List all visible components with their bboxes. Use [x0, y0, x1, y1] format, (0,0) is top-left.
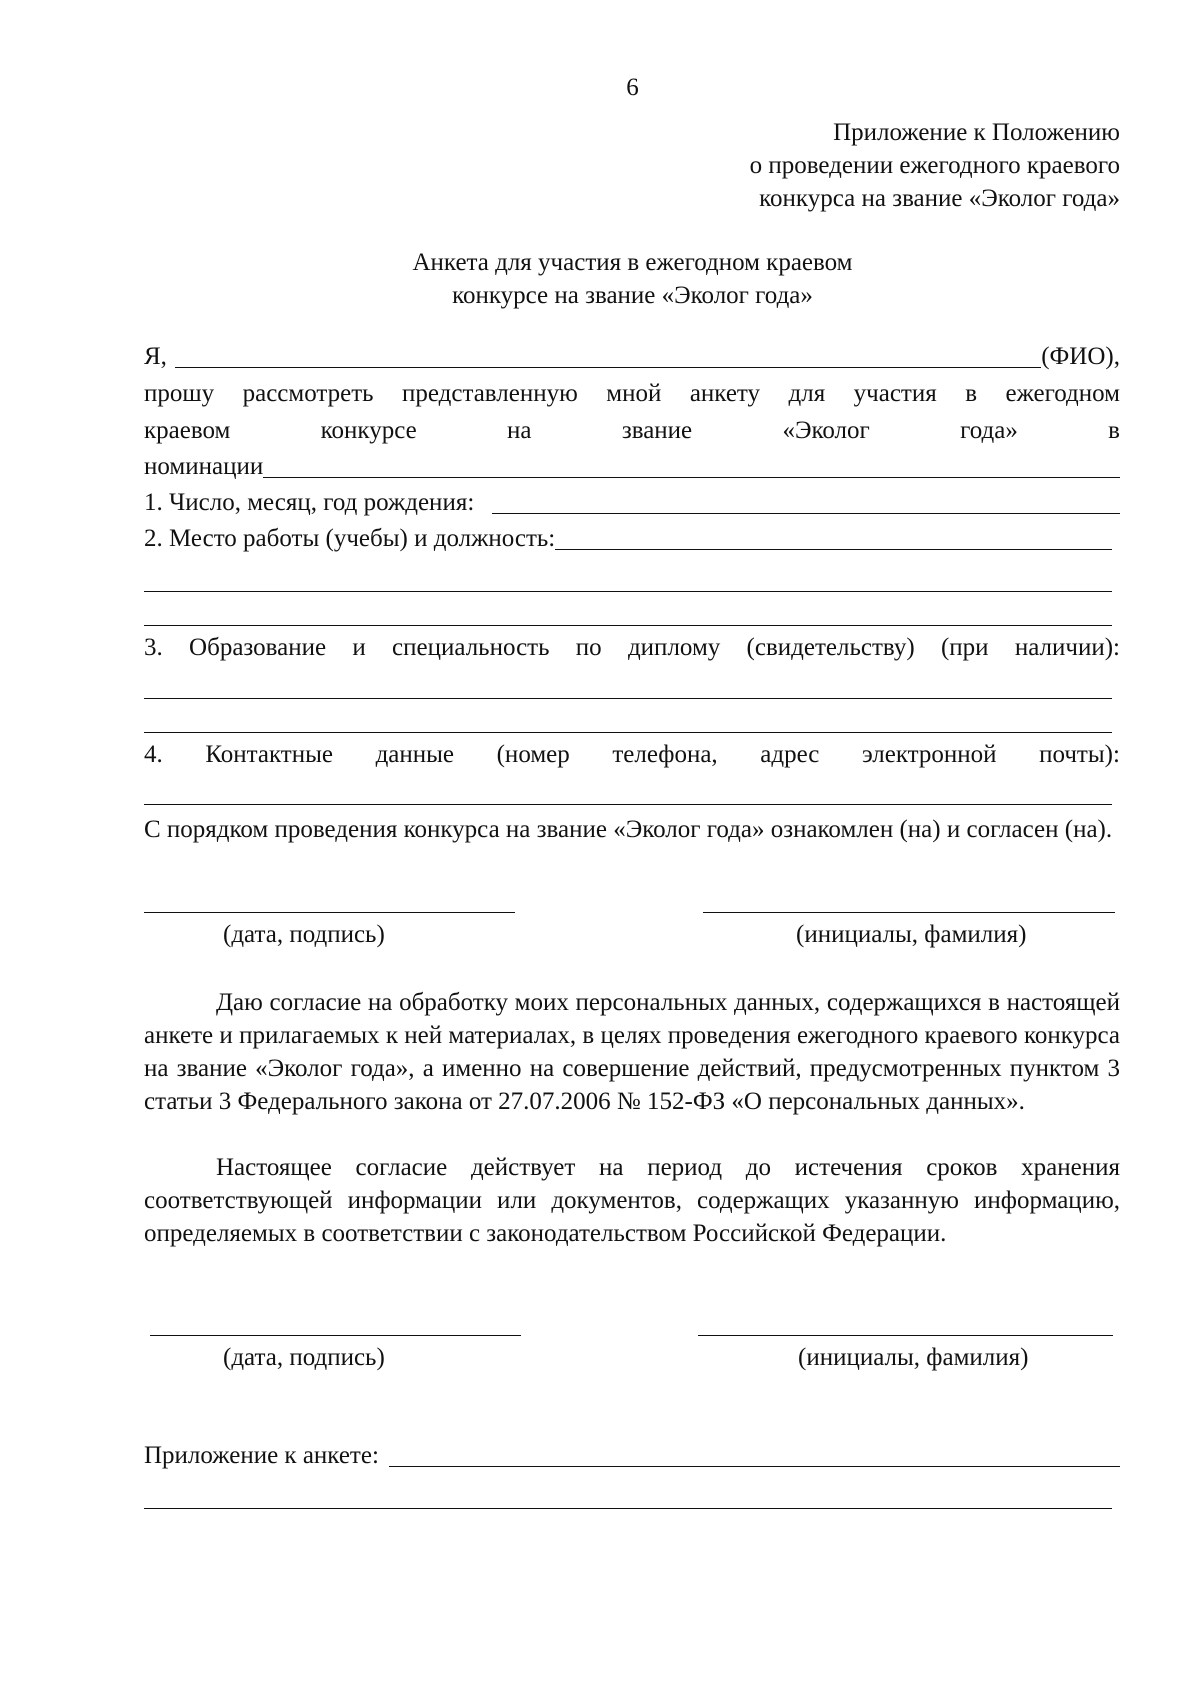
education-line [144, 633, 1120, 663]
appendix-header [750, 116, 1120, 215]
date-signature-label-1: (дата, подпись) [223, 921, 385, 948]
education-label: 3. Образование и специальность по диплому (свидетельству) (при наличии): [144, 634, 1120, 661]
workplace-label: 2. Место работы (учебы) и должность: [144, 525, 556, 552]
contacts-word-0: 4. [144, 741, 163, 768]
request-text: прошу рассмотреть представленную мной анкету для участия в ежегодном [144, 380, 1120, 407]
nomination-label: номинации [144, 453, 264, 480]
workplace-field-line-2[interactable] [144, 591, 1112, 592]
contest-word-0: краевом [144, 417, 231, 444]
appendix-line-1: Приложение к Положению [833, 119, 1120, 146]
contest-word-6: в [1108, 417, 1120, 444]
date-signature-label-2: (дата, подпись) [223, 1344, 385, 1371]
form-title [0, 246, 1200, 312]
attachment-label: Приложение к анкете: [144, 1442, 379, 1469]
attachment-line [144, 1441, 1120, 1471]
contacts-field[interactable] [144, 804, 1112, 805]
name-suffix: (ФИО), [1041, 343, 1120, 370]
birth-date-label: 1. Число, месяц, год рождения: [144, 489, 475, 516]
initials-surname-label-1: (инициалы, фамилия) [796, 921, 1027, 948]
contacts-word-3: (номер [496, 741, 570, 768]
date-signature-field-2[interactable] [150, 1335, 521, 1336]
request-line [144, 379, 1120, 409]
nomination-field[interactable] [263, 453, 1120, 478]
workplace-field[interactable] [555, 525, 1112, 550]
attachment-field[interactable] [389, 1442, 1120, 1467]
contest-word-1: конкурсе [320, 417, 417, 444]
contest-word-3: звание [621, 417, 693, 444]
contacts-word-4: телефона, [612, 741, 718, 768]
consent-paragraph-1: Даю согласие на обработку моих персональных данных, содержащихся в настоящей анкете и прилагаемых к ней материалах, в целях проведения ежегодного краевого конкурса на звание «Эколог года», а именно на совершение действий, предусмотренных пунктом 3 статьи 3 Федерального закона от 27.07.2006 № 152-ФЗ «О персональных данных». [144, 989, 1120, 1115]
workplace-field-line-3[interactable] [144, 625, 1112, 626]
contest-word-5: года» [960, 417, 1018, 444]
contest-words-line [144, 416, 1120, 446]
form-title-line-2: конкурсе на звание «Эколог года» [452, 282, 813, 309]
workplace-line [144, 524, 1112, 554]
contacts-word-1: Контактные [205, 741, 333, 768]
name-field[interactable] [175, 343, 1041, 368]
attachment-field-line-2[interactable] [144, 1508, 1112, 1509]
contacts-word-6: электронной [861, 741, 997, 768]
consent-paragraph-2: Настоящее согласие действует на период до истечения сроков хранения соответствующей информации или документов, содержащих указанную информацию, определяемых в соответствии с законодательством Российской Федерации. [144, 1154, 1120, 1247]
appendix-line-3: конкурса на звание «Эколог года» [759, 185, 1120, 212]
date-signature-field-1[interactable] [144, 912, 515, 913]
contacts-word-7: почты): [1039, 741, 1120, 768]
contacts-line [144, 740, 1120, 770]
appendix-line-2: о проведении ежегодного краевого [749, 152, 1120, 179]
page-number: 6 [626, 74, 639, 101]
name-prefix: Я, [144, 343, 167, 370]
contest-word-4: «Эколог [782, 417, 870, 444]
contacts-word-2: данные [375, 741, 455, 768]
education-field-line-2[interactable] [144, 732, 1112, 733]
contest-word-2: на [507, 417, 532, 444]
education-field-line-1[interactable] [144, 698, 1112, 699]
birth-date-field[interactable] [492, 489, 1120, 514]
name-line [144, 342, 1120, 372]
birth-date-line [144, 488, 1120, 518]
initials-surname-field-1[interactable] [703, 912, 1115, 913]
initials-surname-label-2: (инициалы, фамилия) [798, 1344, 1029, 1371]
nomination-line [144, 452, 1120, 482]
form-title-line-1: Анкета для участия в ежегодном краевом [412, 249, 853, 276]
contacts-word-5: адрес [760, 741, 820, 768]
initials-surname-field-2[interactable] [698, 1335, 1113, 1336]
acknowledgement-text: С порядком проведения конкурса на звание «Эколог года» ознакомлен (на) и согласен (на). [144, 816, 1113, 843]
